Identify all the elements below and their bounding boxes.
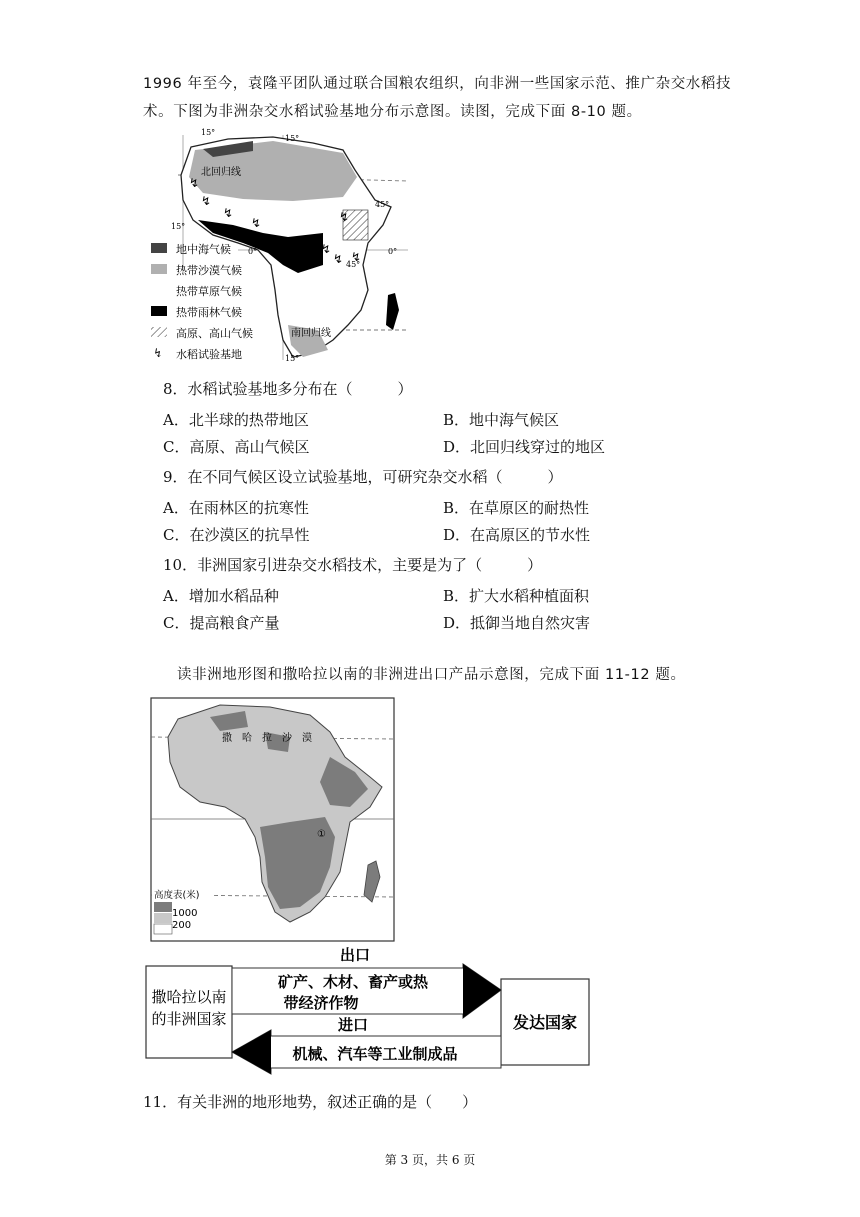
elevation-legend (152, 885, 212, 939)
export-goods-line-2: 带经济作物 (283, 994, 359, 1012)
degree-label: 15° (201, 128, 216, 137)
export-goods-line-1: 矿产、木材、畜产或热 (277, 973, 429, 991)
q8-option-a[interactable]: A．北半球的热带地区 (163, 411, 309, 429)
degree-label: 15° (285, 134, 300, 143)
legend-value: 1000 (172, 908, 198, 919)
rice-base-icon: ↯ (339, 210, 350, 224)
export-label: 出口 (339, 946, 371, 964)
degree-label: 0° (388, 247, 398, 256)
page-footer: 第 3 页，共 6 页 (384, 1153, 476, 1167)
tropic-north-label: 北回归线 (201, 167, 241, 178)
right-box-label: 发达国家 (512, 1013, 578, 1032)
left-box-line-1: 撒哈拉以南 (151, 988, 227, 1006)
legend-value: 200 (172, 920, 192, 931)
marker-1: ① (317, 829, 326, 840)
madagascar (386, 293, 399, 330)
rice-base-icon: ↯ (333, 252, 344, 266)
rice-base-icon: ↯ (201, 194, 212, 208)
africa-terrain-map (150, 697, 395, 942)
q9-option-b[interactable]: B．在草原区的耐热性 (443, 499, 590, 517)
legend-label: 水稻试验基地 (176, 348, 242, 361)
rice-base-icon: ↯ (223, 206, 234, 220)
rice-base-icon: ↯ (351, 250, 362, 264)
left-box-line-2: 的非洲国家 (151, 1010, 227, 1028)
legend-label: 热带沙漠气候 (176, 264, 242, 277)
q9-option-c[interactable]: C．在沙漠区的抗旱性 (163, 526, 310, 544)
degree-label: 15° (171, 222, 186, 231)
legend-label: 热带草原气候 (176, 285, 242, 298)
sahara-label: 撒 哈 拉 沙 漠 (222, 733, 312, 744)
q10-option-a[interactable]: A．增加水稻品种 (163, 587, 279, 605)
import-label: 进口 (337, 1016, 369, 1034)
q8-option-b[interactable]: B．地中海气候区 (443, 411, 560, 429)
q10-option-d[interactable]: D．抵御当地自然灾害 (443, 614, 591, 632)
legend-label: 热带雨林气候 (176, 306, 242, 319)
climate-legend (151, 242, 253, 361)
africa-climate-map (143, 125, 408, 365)
q9-option-d[interactable]: D．在高原区的节水性 (443, 526, 591, 544)
question-10: 10．非洲国家引进杂交水稻技术，主要是为了（ ） (163, 556, 543, 574)
tropic-south-label: 南回归线 (291, 328, 331, 339)
question-8: 8．水稻试验基地多分布在（ ） (163, 380, 413, 398)
rice-base-icon: ↯ (251, 216, 262, 230)
import-goods: 机械、汽车等工业制成品 (292, 1045, 458, 1063)
trade-diagram (143, 944, 593, 1076)
q8-option-d[interactable]: D．北回归线穿过的地区 (443, 438, 606, 456)
legend-label: 高原、高山气候 (176, 327, 253, 340)
degree-label: 0° (248, 247, 258, 256)
intro-paragraph: 1996 年至今，袁隆平团队通过联合国粮农组织，向非洲一些国家示范、推广杂交水稻技术。下图为非洲杂交水稻试验基地分布示意图。读图，完成下面 8-10 题。 (143, 76, 732, 120)
q8-option-c[interactable]: C．高原、高山气候区 (163, 438, 310, 456)
question-11: 11．有关非洲的地形地势，叙述正确的是（ ） (143, 1093, 478, 1111)
rice-base-icon: ↯ (189, 176, 200, 190)
rice-base-icon: ↯ (321, 242, 332, 256)
q10-option-b[interactable]: B．扩大水稻种植面积 (443, 587, 590, 605)
q9-option-a[interactable]: A．在雨林区的抗寒性 (163, 499, 309, 517)
legend-label: 地中海气候 (176, 243, 231, 256)
rice-base-legend-icon: ↯ (153, 346, 164, 360)
q10-option-c[interactable]: C．提高粮食产量 (163, 614, 280, 632)
legend-title: 高度表(米) (154, 890, 200, 901)
degree-label: 15° (285, 354, 300, 363)
question-9: 9．在不同气候区设立试验基地，可研究杂交水稻（ ） (163, 468, 563, 486)
intro-paragraph-2: 读非洲地形图和撒哈拉以南的非洲进出口产品示意图，完成下面 11-12 题。 (177, 667, 686, 683)
degree-label: 45° (346, 260, 361, 269)
degree-label: 45° (375, 200, 390, 209)
